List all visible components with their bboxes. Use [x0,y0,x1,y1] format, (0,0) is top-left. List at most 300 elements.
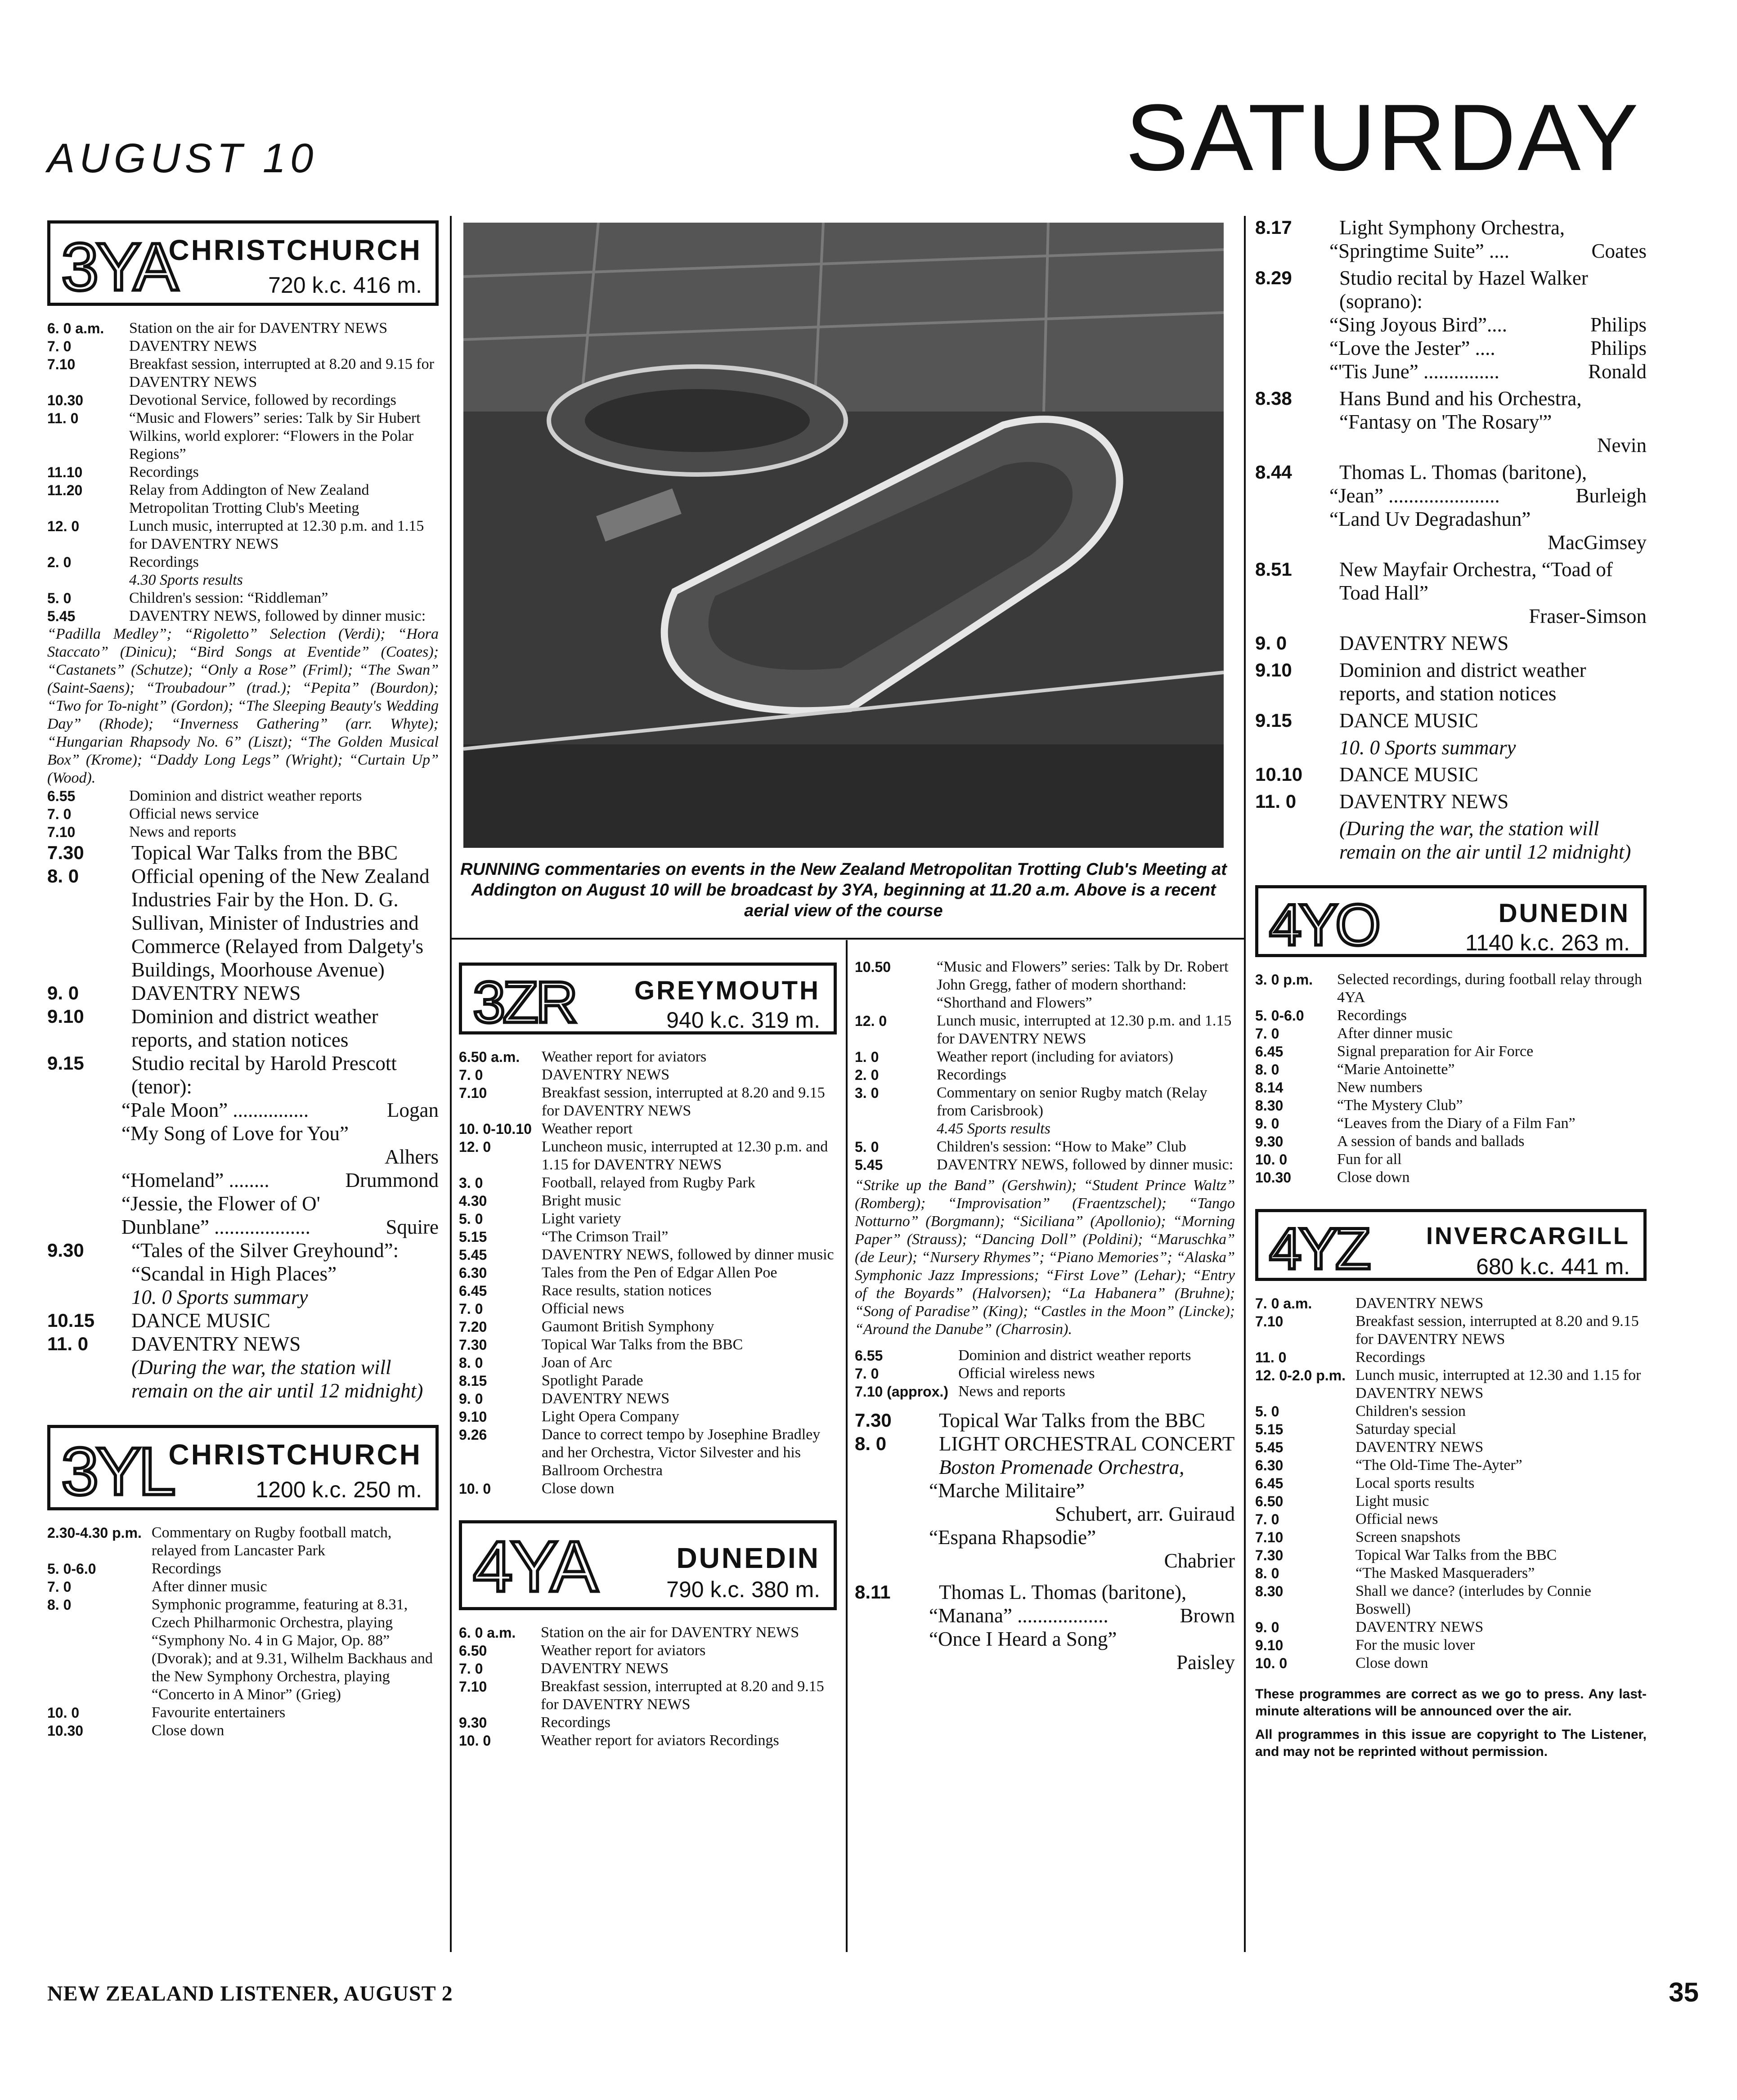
schedule-entry [1255,387,1647,434]
schedule-entry [1255,817,1647,864]
schedule-time: 5. 0 [1255,1403,1279,1419]
schedule-time: 6.45 [1255,1043,1284,1060]
schedule-time: 6.45 [1255,1475,1284,1491]
schedule-description: 4.45 Sports results [937,1120,1050,1137]
schedule-description: Devotional Service, followed by recordings [129,392,396,408]
schedule-description: Lunch music, interrupted at 12.30 p.m. and 1.15 for DAVENTRY NEWS [937,1012,1232,1047]
schedule-row [855,1365,1235,1383]
schedule-row [1255,1043,1647,1061]
schedule-row [47,553,439,571]
schedule-time: 7. 0 [47,1579,72,1595]
schedule-time: 8.30 [1255,1097,1284,1114]
schedule-time [855,1120,937,1138]
column-1 [47,216,439,1952]
schedule-time: 7. 0 [459,1067,483,1083]
song-composer: MacGimsey [1548,531,1647,554]
schedule-time: 10.50 [855,959,891,975]
schedule-description: DANCE MUSIC [131,1309,270,1332]
song-row [121,1122,439,1145]
station-frequency: 720 k.c. 416 m. [268,273,422,298]
song-list [1329,604,1647,628]
schedule-time: 6.30 [1255,1457,1284,1473]
schedule-row [47,823,439,841]
schedule-entry [1255,709,1647,732]
schedule-time: 11. 0 [1255,791,1297,812]
schedule-description: DANCE MUSIC [1339,709,1478,732]
column-rule-2 [846,940,848,1952]
schedule-row [47,1524,439,1560]
song-row [929,1526,1235,1549]
schedule-description: Weather report (including for aviators) [937,1048,1173,1065]
schedule-row [1255,1025,1647,1043]
schedule-row [47,1285,439,1309]
schedule-row [459,1318,837,1336]
station-call-sign: 3YA [61,229,176,304]
schedule-description: DAVENTRY NEWS [131,1333,301,1355]
schedule-description: Topical War Talks from the BBC [541,1336,743,1353]
schedule-row [47,1704,439,1722]
schedule-description: DAVENTRY NEWS [1339,632,1509,654]
schedule-row [459,1228,837,1246]
schedule-row [1255,1366,1647,1402]
schedule-time: 6.55 [47,788,76,804]
schedule-time: 8.30 [1255,1583,1284,1599]
schedule-time: 11. 0 [1255,1349,1287,1366]
station-banner-3zr [459,963,837,1034]
schedule-description: Breakfast session, interrupted at 8.20 and 9.15 for DAVENTRY NEWS [1355,1313,1639,1348]
song-row [1329,484,1647,507]
schedule-row [1255,1618,1647,1636]
schedule-description: DAVENTRY NEWS [1355,1295,1484,1312]
song-composer: Squire [386,1216,439,1238]
schedule-description: Close down [1355,1655,1428,1671]
schedule-time [1255,817,1339,864]
schedule-row [855,1066,1235,1084]
schedule-time: 7.30 [459,1337,487,1353]
program-list-3ya [47,319,439,625]
schedule-time: 2. 0 [47,554,72,570]
schedule-time: 5. 0-6.0 [47,1561,96,1577]
station-city: CHRISTCHURCH [168,1438,422,1471]
schedule-time: 10. 0 [1255,1151,1288,1168]
schedule-row [459,1084,837,1120]
schedule-row [459,1066,837,1084]
schedule-description: Recordings [937,1066,1006,1083]
schedule-description: Breakfast session, interrupted at 8.20 and 9.15 for DAVENTRY NEWS [541,1678,824,1713]
schedule-row [1255,1564,1647,1582]
schedule-time: 12. 0 [459,1139,491,1155]
schedule-time: 5. 0 [855,1139,879,1155]
schedule-row [1255,1474,1647,1492]
song-composer: Paisley [1176,1651,1235,1674]
schedule-row [855,1048,1235,1066]
song-list [1329,484,1647,554]
schedule-description: Gaumont British Symphony [541,1318,714,1335]
schedule-description: Local sports results [1355,1475,1475,1491]
schedule-row [459,1048,837,1066]
photo-caption: RUNNING commentaries on events in the New Zealand Metropolitan Trotting Club's Meeting at Addington on August 10 will be broadcast by 3YA, beginning at 11.20 a.m. Above is a recent aerial view of the course [460,860,1227,920]
schedule-description: Fun for all [1337,1151,1402,1168]
schedule-time: 6. 0 a.m. [47,320,104,336]
schedule-description: DAVENTRY NEWS [131,982,301,1004]
schedule-description: “Tales of the Silver Greyhound”: “Scandal in High Places” [131,1239,399,1285]
column-rule-1 [450,216,452,1952]
programme-notice: These programmes are correct as we go to press. Any last-minute alterations will be announced over the air. [1255,1687,1647,1719]
song-composer: Coates [1591,240,1647,262]
schedule-description: LIGHT ORCHESTRAL CONCERT [939,1433,1235,1455]
station-call-sign: 4YZ [1269,1216,1369,1281]
song-row [929,1479,1235,1502]
schedule-description: Studio recital by Harold Prescott (tenor): [131,1052,397,1098]
program-list-4yz [1255,1294,1647,1672]
schedule-time: 12. 0-2.0 p.m. [1255,1367,1346,1384]
schedule-time: 6.55 [855,1348,883,1364]
schedule-description: Shall we dance? (interludes by Connie Boswell) [1355,1583,1591,1617]
schedule-row [855,1347,1235,1365]
schedule-row [47,841,439,864]
schedule-time: 9.30 [1255,1133,1284,1150]
copyright-notice: All programmes in this issue are copyright to The Listener, and may not be reprinted without permission. [1255,1727,1647,1759]
schedule-time: 11. 0 [47,410,79,426]
song-row [1329,336,1647,360]
schedule-time: 7. 0 [459,1301,483,1317]
schedule-row [459,1714,837,1732]
schedule-description: 10. 0 Sports summary [131,1286,308,1308]
schedule-row [1255,1510,1647,1528]
song-list [1329,239,1647,263]
schedule-row [1255,1492,1647,1510]
schedule-time: 9.15 [1255,710,1292,731]
schedule-row [47,319,439,337]
schedule-time: 7. 0 [855,1366,879,1382]
schedule-description: Selected recordings, during football relay through 4YA [1337,971,1642,1006]
program-list-3ya-late [47,1239,439,1402]
program-list-4ya-continued [855,958,1235,1174]
song-row [1329,604,1647,628]
schedule-time: 9.30 [459,1715,487,1731]
schedule-row [459,1678,837,1714]
song-title: “Once I Heard a Song” [929,1628,1117,1650]
schedule-row [459,1732,837,1750]
schedule-description: “Music and Flowers” series: Talk by Dr. Robert John Gregg, father of modern shorthand: “Shorthand and Flowers” [937,958,1229,1011]
schedule-time: 7.10 [1255,1313,1284,1330]
schedule-entry [1255,658,1647,705]
schedule-time: 10. 0 [47,1705,80,1721]
schedule-description: Luncheon music, interrupted at 12.30 p.m. and 1.15 for DAVENTRY NEWS [541,1138,828,1173]
schedule-row [459,1210,837,1228]
schedule-row [855,1581,1235,1604]
schedule-time: 8. 0 [1255,1565,1279,1581]
schedule-description: Topical War Talks from the BBC [131,842,398,864]
page-day-heading: SATURDAY [1125,85,1640,190]
schedule-description: DAVENTRY NEWS [541,1390,670,1407]
song-list [929,1604,1235,1674]
schedule-time: 7. 0 [1255,1511,1279,1527]
schedule-time: 10.10 [1255,764,1303,785]
song-row [929,1549,1235,1572]
schedule-description: Breakfast session, interrupted at 8.20 and 9.15 for DAVENTRY NEWS [541,1084,825,1119]
schedule-description: News and reports [958,1383,1065,1400]
schedule-time: 9.15 [47,1052,84,1074]
song-row [1329,507,1647,531]
schedule-description: Weather report for aviators Recordings [541,1732,779,1749]
schedule-row [47,1309,439,1332]
schedule-description: Station on the air for DAVENTRY NEWS [541,1624,799,1641]
schedule-row [855,1084,1235,1120]
station-frequency: 940 k.c. 319 m. [666,1007,820,1033]
schedule-time: 5. 0 [459,1211,483,1227]
program-list-4ya-evening [855,1347,1235,1401]
station-banner-4yz [1255,1209,1647,1281]
schedule-time: 5.15 [459,1229,487,1245]
schedule-row [1255,1420,1647,1438]
schedule-description: DAVENTRY NEWS [541,1660,669,1677]
schedule-row [1255,1061,1647,1079]
schedule-time: 7.10 [47,824,76,840]
schedule-row [1255,1294,1647,1312]
schedule-description: DAVENTRY NEWS, followed by dinner music [541,1246,834,1263]
schedule-row [1255,1097,1647,1115]
schedule-entry [1255,736,1647,759]
schedule-row [1255,1546,1647,1564]
song-row [929,1651,1235,1674]
schedule-row [459,1624,837,1642]
song-row [1329,313,1647,336]
schedule-description: Recordings [129,464,199,480]
schedule-row [1255,1169,1647,1187]
schedule-description: Dominion and district weather reports, and station notices [1339,659,1586,705]
schedule-description: Tales from the Pen of Edgar Allen Poe [541,1264,777,1281]
schedule-time: 4.30 [459,1193,487,1209]
schedule-description: DAVENTRY NEWS [541,1066,670,1083]
schedule-row [855,1156,1235,1174]
program-list-3ya-main [47,841,439,1098]
schedule-description: Bright music [541,1192,621,1209]
schedule-time: 9. 0 [1255,1619,1279,1635]
program-list-3zr [459,1048,837,1498]
schedule-row [1255,1151,1647,1169]
schedule-time: 7. 0 [47,338,72,354]
schedule-time: 10. 0 [459,1733,491,1749]
schedule-row [459,1372,837,1390]
schedule-description: Favourite entertainers [151,1704,286,1721]
schedule-description: (During the war, the station will remain on the air until 12 midnight) [131,1356,423,1402]
schedule-description: Official news [1355,1511,1438,1527]
schedule-description: Official opening of the New Zealand Industries Fair by the Hon. D. G. Sullivan, Minister of Industries and Commerce (Relayed from Dalgety's Buildings, Moorhouse Avenue) [131,865,430,981]
schedule-time: 7.10 (approx.) [855,1384,949,1400]
schedule-time: 8. 0 [1255,1061,1279,1078]
schedule-description: Weather report for aviators [541,1048,707,1065]
schedule-row [1255,1456,1647,1474]
schedule-description: Station on the air for DAVENTRY NEWS [129,320,388,336]
schedule-description: “The Mystery Club” [1337,1097,1463,1114]
schedule-description: “The Old-Time The-Ayter” [1355,1457,1522,1473]
dinner-music-list: “Padilla Medley”; “Rigoletto” Selection (Verdi); “Hora Staccato” (Dinicu); “Bird Songs at Eventide” (Coates); “Castanets” (Schutze); “Only a Rose” (Friml); “The Swan” (Saint-Saens); “Troubadour” (trad.); “Pepita” (Bourdon); “Two for To-night” (Gordon); “The Sleeping Beauty's Wedding Day” (Rhode); “Inverness Gathering” (arr. Whyte); “Hungarian Rhapsody No. 6” (Liszt); “The Golden Musical Box” (Krome); “Daddy Long Legs” (Wright); “Curtain Up” (Wood). [47,626,439,786]
schedule-time: 7. 0 [47,806,72,822]
column-rule-3 [1244,216,1246,1952]
schedule-time: 10. 0 [459,1481,491,1497]
schedule-time: 5.45 [459,1247,487,1263]
schedule-row [47,589,439,607]
schedule-row [47,463,439,481]
schedule-row [459,1282,837,1300]
aerial-photo-image [463,223,1224,848]
song-title: “'Tis June” ............... [1329,360,1499,383]
schedule-description: (During the war, the station will remain on the air until 12 midnight) [1339,817,1631,863]
schedule-description: DAVENTRY NEWS, followed by dinner music: [937,1156,1234,1173]
schedule-time: 6.50 [459,1643,487,1659]
schedule-time: 5. 0 [47,590,72,606]
page-date: AUGUST 10 [47,135,318,181]
station-frequency: 1200 k.c. 250 m. [256,1477,422,1502]
schedule-description: Recordings [1337,1007,1407,1024]
station-banner-4yo [1255,885,1647,957]
schedule-time: 6. 0 a.m. [459,1625,516,1641]
schedule-description: Weather report [541,1120,633,1137]
schedule-description: Commentary on senior Rugby match (Relay from Carisbrook) [937,1084,1207,1119]
schedule-description: Dance to correct tempo by Josephine Bradley and her Orchestra, Victor Silvester and his Ballroom Orchestra [541,1426,821,1479]
schedule-time: 9.10 [459,1409,487,1425]
station-frequency: 680 k.c. 441 m. [1476,1254,1630,1279]
schedule-description: Official news [541,1300,624,1317]
song-title: “Land Uv Degradashun” [1329,508,1531,530]
song-composer: Logan [387,1099,439,1121]
schedule-row [47,481,439,517]
schedule-time [855,1455,939,1479]
schedule-time: 9.26 [459,1427,487,1443]
song-row [121,1145,439,1169]
schedule-description: Dominion and district weather reports [129,788,362,804]
schedule-description: Recordings [151,1560,221,1577]
schedule-time: 7. 0 a.m. [1255,1295,1312,1312]
schedule-time: 6.45 [459,1283,487,1299]
song-row [121,1098,439,1122]
schedule-time: 8.11 [855,1581,891,1603]
schedule-description: Close down [1337,1169,1410,1186]
schedule-row [47,805,439,823]
schedule-description: Boston Promenade Orchestra, [939,1456,1185,1478]
schedule-time: 9. 0 [459,1391,483,1407]
schedule-time: 8.51 [1255,559,1292,580]
song-row [121,1169,439,1192]
schedule-time: 8.15 [459,1373,487,1389]
photo-bottom-rule [450,938,1246,940]
schedule-description: Relay from Addington of New Zealand Metropolitan Trotting Club's Meeting [129,482,369,516]
schedule-row [1255,1438,1647,1456]
schedule-row [459,1138,837,1174]
schedule-row [47,571,439,589]
schedule-description: Lunch music, interrupted at 12.30 and 1.15 for DAVENTRY NEWS [1355,1367,1641,1401]
schedule-row [855,1138,1235,1156]
column-3 [855,958,1235,1952]
schedule-time: 6.50 a.m. [459,1049,520,1065]
song-list [1329,434,1647,457]
schedule-row [47,409,439,463]
song-title: “Jessie, the Flower of O' [121,1192,320,1215]
schedule-row [47,337,439,355]
schedule-description: Joan of Arc [541,1354,612,1371]
schedule-row [459,1480,837,1498]
schedule-row [459,1174,837,1192]
schedule-time: 1. 0 [855,1049,879,1065]
schedule-description: Light music [1355,1493,1429,1509]
schedule-row [1255,1115,1647,1133]
schedule-time: 10. 0-10.10 [459,1121,532,1137]
schedule-description: Symphonic programme, featuring at 8.31, Czech Philharmonic Orchestra, playing “Symphony No. 4 in G Major, Op. 88” (Dvorak); and at 9.31, Wilhelm Backhaus and the New Symphony Orchestra, playing “Concerto in A Minor” (Grieg) [151,1596,433,1703]
song-composer: Ronald [1588,360,1647,383]
schedule-time: 7.10 [1255,1529,1284,1545]
schedule-row [459,1426,837,1480]
station-frequency: 1140 k.c. 263 m. [1465,930,1630,955]
schedule-row [459,1246,837,1264]
schedule-row [47,864,439,981]
station-city: INVERCARGILL [1426,1222,1630,1249]
schedule-description: Official news service [129,806,259,822]
schedule-time: 11.10 [47,464,83,480]
schedule-description: Children's session: “Riddleman” [129,590,328,606]
schedule-row [459,1336,837,1354]
schedule-time: 5.45 [855,1157,883,1173]
schedule-description: Signal preparation for Air Force [1337,1043,1534,1060]
schedule-time: 3. 0 [459,1175,483,1191]
schedule-time: 6.50 [1255,1493,1284,1509]
schedule-description: Screen snapshots [1355,1529,1461,1545]
schedule-row [855,1383,1235,1401]
schedule-time [47,1356,131,1402]
schedule-time: 7.30 [47,842,84,863]
schedule-row [459,1354,837,1372]
schedule-description: Topical War Talks from the BBC [939,1409,1206,1432]
schedule-time: 7.20 [459,1319,487,1335]
song-row [1329,434,1647,457]
schedule-time [47,1285,131,1309]
schedule-time: 5. 0-6.0 [1255,1007,1304,1024]
schedule-row [459,1390,837,1408]
schedule-row [459,1300,837,1318]
schedule-description: “Music and Flowers” series: Talk by Sir Hubert Wilkins, world explorer: “Flowers in the Polar Regions” [129,410,421,462]
schedule-entry [1255,461,1647,484]
schedule-row [1255,1402,1647,1420]
schedule-time: 7.10 [459,1679,487,1695]
song-composer: Philips [1590,313,1647,336]
schedule-time: 7.30 [1255,1547,1284,1563]
program-list-3ya-evening [47,787,439,841]
song-list [121,1098,439,1239]
schedule-row [459,1264,837,1282]
schedule-description: DAVENTRY NEWS [1355,1619,1484,1635]
song-composer: Brown [1180,1604,1235,1627]
schedule-description: Topical War Talks from the BBC [1355,1547,1557,1563]
schedule-row [47,1239,439,1285]
song-title: Dunblane” ................... [121,1216,310,1238]
station-call-sign: 3ZR [473,969,575,1035]
schedule-row [459,1192,837,1210]
schedule-description: 4.30 Sports results [129,572,243,588]
schedule-row [459,1120,837,1138]
schedule-time: 8.44 [1255,461,1292,483]
station-banner-3ya [47,220,439,306]
schedule-time: 11.20 [47,482,83,498]
schedule-description: Dominion and district weather reports [958,1347,1191,1364]
song-row [929,1627,1235,1651]
schedule-time: 10.30 [47,1723,84,1739]
schedule-description: For the music lover [1355,1637,1475,1653]
schedule-row [47,1722,439,1740]
schedule-description: Close down [541,1480,615,1497]
program-list-4ya-baritone [855,1581,1235,1604]
schedule-time: 8. 0 [47,865,79,887]
schedule-row [47,1332,439,1356]
